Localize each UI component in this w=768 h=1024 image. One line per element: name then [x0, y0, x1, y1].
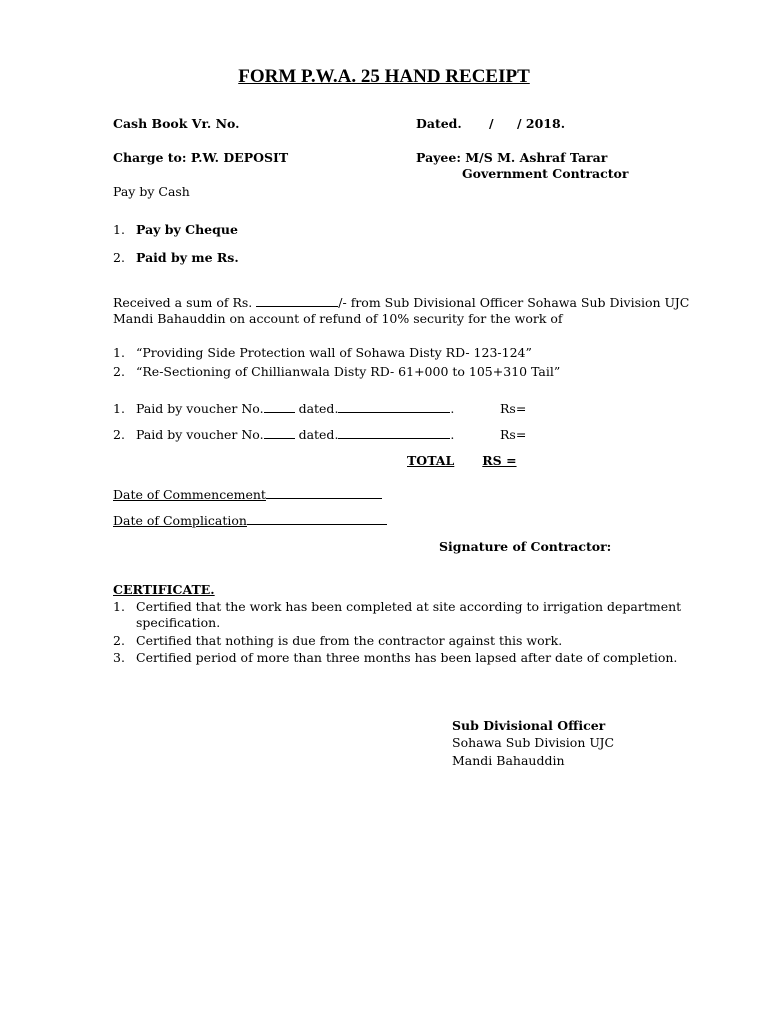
- voucher-rs: Rs=: [500, 427, 527, 442]
- voucher-number-blank: [264, 402, 295, 413]
- certificate-item: [113, 599, 681, 614]
- officer-location: Mandi Bahauddin: [452, 753, 565, 768]
- certificate-item-cont: specification.: [136, 615, 221, 630]
- work-item: [113, 364, 560, 379]
- certificate-item-text: Certified that nothing is due from the contractor against this work.: [136, 633, 563, 648]
- list-number: 1.: [113, 401, 125, 416]
- received-line-1: [113, 295, 689, 310]
- voucher-rs: Rs=: [500, 401, 527, 416]
- officer-title: Sub Divisional Officer: [452, 718, 606, 733]
- payment-option: [113, 222, 238, 237]
- voucher-number-blank: [264, 428, 295, 439]
- work-item: [113, 345, 532, 360]
- voucher-line: 1. Paid by voucher No. dated. .: [113, 401, 455, 416]
- complication-label: Date of Complication: [113, 513, 247, 528]
- received-text-cont: /- from Sub Divisional Officer Sohawa Sub Division UJC: [338, 295, 690, 310]
- received-line-2: Mandi Bahauddin on account of refund of 10% security for the work of: [113, 311, 563, 326]
- payee-designation: Government Contractor: [462, 166, 629, 181]
- voucher-label: Paid by voucher No.: [136, 401, 264, 416]
- certificate-item: [113, 633, 562, 648]
- pay-by-cash: Pay by Cash: [113, 184, 190, 199]
- complication-blank: [247, 514, 387, 525]
- list-number: 1.: [113, 222, 125, 237]
- dated-slash: /: [489, 116, 494, 131]
- list-number: 1.: [113, 345, 125, 360]
- charge-to: Charge to: P.W. DEPOSIT: [113, 150, 289, 165]
- payment-option-text: Pay by Cheque: [136, 222, 238, 237]
- payee-name: Payee: M/S M. Ashraf Tarar: [416, 150, 608, 165]
- voucher-dated: dated.: [298, 427, 339, 442]
- voucher-date-blank: [338, 402, 450, 413]
- work-item-text: “Providing Side Protection wall of Sohawa Disty RD- 123-124”: [136, 345, 532, 360]
- certificate-item: [113, 650, 677, 665]
- officer-division: Sohawa Sub Division UJC: [452, 735, 615, 750]
- payment-option-text: Paid by me Rs.: [136, 250, 239, 265]
- work-item-text: “Re-Sectioning of Chillianwala Disty RD- 61+000 to 105+310 Tail”: [136, 364, 561, 379]
- amount-blank: [256, 296, 338, 307]
- certificate-heading: CERTIFICATE.: [113, 582, 215, 597]
- list-number: 2.: [113, 364, 125, 379]
- payment-option: [113, 250, 239, 265]
- list-number: 2.: [113, 427, 125, 442]
- voucher-line: 2. Paid by voucher No. dated. .: [113, 427, 455, 442]
- total-label: [407, 453, 517, 468]
- voucher-dated: dated.: [298, 401, 339, 416]
- voucher-date-blank: [338, 428, 450, 439]
- total-rs: RS =: [482, 453, 517, 468]
- commencement-line: [113, 487, 382, 502]
- list-number: 3.: [113, 650, 125, 665]
- list-number: 2.: [113, 250, 125, 265]
- list-number: 2.: [113, 633, 125, 648]
- total-text: TOTAL: [407, 453, 455, 468]
- contractor-signature-label: Signature of Contractor:: [439, 539, 612, 554]
- list-number: 1.: [113, 599, 125, 614]
- form-title: FORM P.W.A. 25 HAND RECEIPT: [238, 66, 530, 87]
- certificate-item-text: Certified period of more than three months has been lapsed after date of completion.: [136, 650, 678, 665]
- dated-year: / 2018.: [517, 116, 566, 131]
- commencement-label: Date of Commencement: [113, 487, 266, 502]
- voucher-label: Paid by voucher No.: [136, 427, 264, 442]
- complication-line: [113, 513, 387, 528]
- dated-label: Dated.: [416, 116, 462, 131]
- received-text: Received a sum of Rs.: [113, 295, 253, 310]
- commencement-blank: [266, 488, 382, 499]
- cash-book-label: Cash Book Vr. No.: [113, 116, 240, 131]
- certificate-item-text: Certified that the work has been completed at site according to irrigation department: [136, 599, 682, 614]
